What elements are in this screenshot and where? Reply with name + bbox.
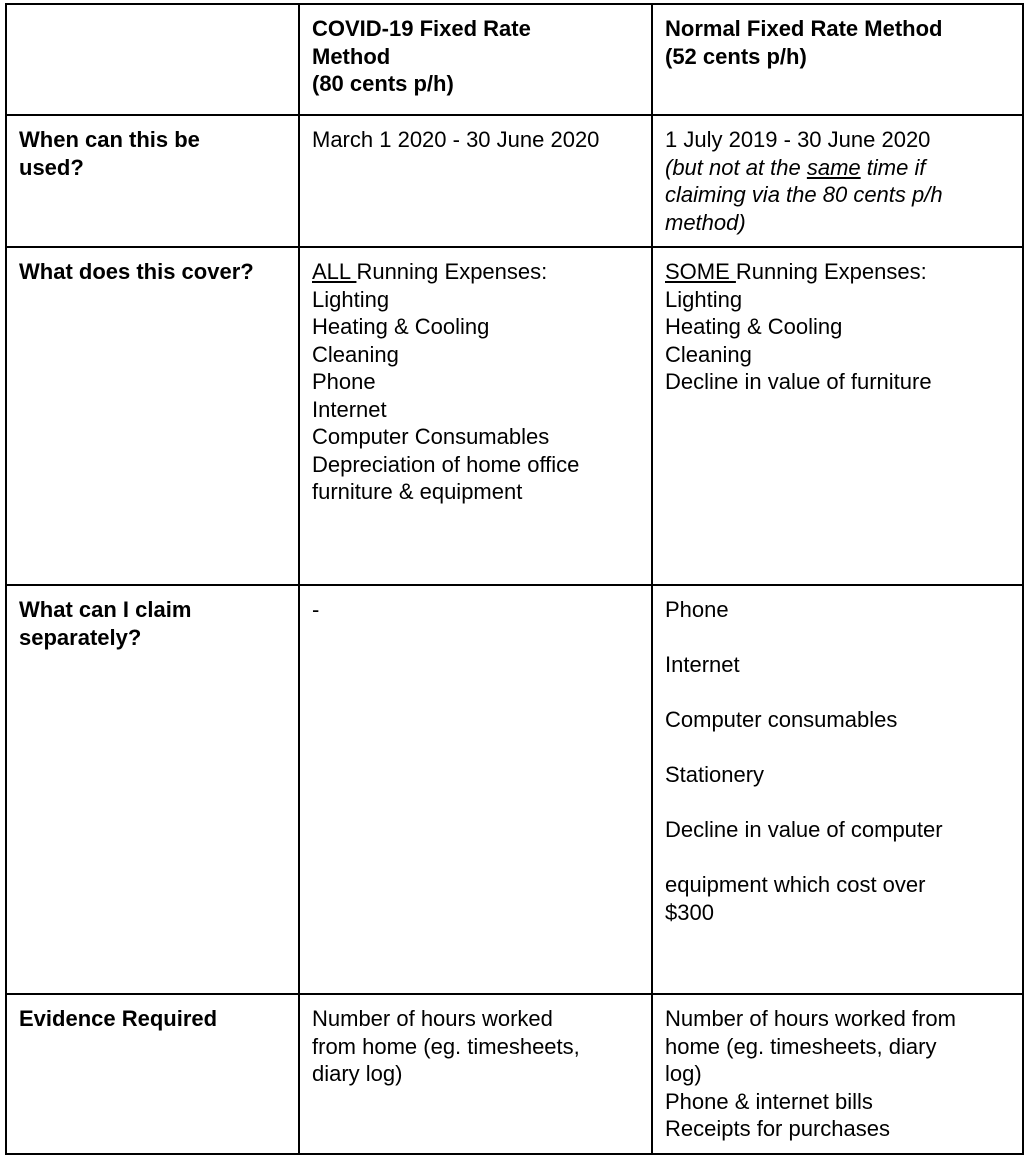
separate-normal-cell <box>652 585 1023 994</box>
separate-normal-last-item <box>665 816 1016 926</box>
separate-normal-list <box>665 596 1016 926</box>
evidence-normal-line: Number of hours worked from <box>665 1006 956 1031</box>
cover-normal-cell <box>652 247 1023 585</box>
separate-normal-last-line: $300 <box>665 899 714 925</box>
row-claim-separately <box>6 585 1023 994</box>
lead-text: Running Expenses: <box>356 259 548 284</box>
header-normal-method <box>652 4 1023 115</box>
evidence-normal-cell <box>652 994 1023 1154</box>
note-text: (but not at the <box>665 154 807 180</box>
cover-normal-item: Decline in value of furniture <box>665 369 932 394</box>
cover-normal-lead <box>665 258 1016 286</box>
row-label-line: When can this be <box>19 127 200 152</box>
evidence-covid-line: from home (eg. timesheets, <box>312 1033 580 1059</box>
note-text: time if <box>860 154 926 180</box>
cover-covid-item: furniture & equipment <box>312 479 523 504</box>
when-normal-period: 1 July 2019 - 30 June 2020 <box>665 127 931 152</box>
evidence-normal-line: Phone & internet bills <box>665 1088 873 1114</box>
row-label-line: What can I claim <box>19 597 192 622</box>
cover-covid-item: Phone <box>312 369 376 394</box>
evidence-covid-line: Number of hours worked <box>312 1006 553 1031</box>
lead-underlined: SOME <box>665 259 736 284</box>
row-evidence-required <box>6 994 1023 1154</box>
header-covid-method <box>299 4 652 115</box>
lead-underlined: ALL <box>312 259 357 284</box>
when-normal-note-first-line <box>665 154 1016 182</box>
cover-covid-lead <box>312 258 645 286</box>
cover-normal-item: Heating & Cooling <box>665 314 843 339</box>
when-normal-note-line: claiming via the 80 cents p/h <box>665 182 943 207</box>
header-covid-line: COVID-19 Fixed Rate <box>312 16 531 41</box>
row-label-cover <box>6 247 299 585</box>
when-covid-cell <box>299 115 652 247</box>
separate-normal-item: Phone <box>665 597 729 622</box>
cover-covid-item: Heating & Cooling <box>312 314 490 339</box>
note-underlined-word: same <box>806 154 861 180</box>
row-label-when <box>6 115 299 247</box>
cover-covid-item: Depreciation of home office <box>312 451 580 477</box>
separate-normal-item: Internet <box>665 652 740 677</box>
row-label-evidence <box>6 994 299 1154</box>
lead-text: Running Expenses: <box>735 259 927 284</box>
comparison-table <box>5 3 1024 1155</box>
when-covid-period: March 1 2020 - 30 June 2020 <box>312 127 600 152</box>
header-normal-line: Normal Fixed Rate Method <box>665 16 943 41</box>
separate-normal-last-line: equipment which cost over <box>665 872 926 897</box>
header-row <box>6 4 1023 115</box>
header-covid-line: Method <box>312 43 391 69</box>
evidence-normal-line: home (eg. timesheets, diary <box>665 1033 937 1059</box>
row-label-line: What does this cover? <box>19 259 254 284</box>
row-when-used <box>6 115 1023 247</box>
header-covid-line: (80 cents p/h) <box>312 71 454 96</box>
separate-normal-item: Stationery <box>665 762 765 787</box>
when-normal-cell <box>652 115 1023 247</box>
evidence-normal-line: Receipts for purchases <box>665 1116 890 1141</box>
separate-normal-item: Computer consumables <box>665 707 898 732</box>
row-label-line: used? <box>19 154 84 180</box>
header-normal-line: (52 cents p/h) <box>665 43 807 69</box>
cover-normal-item: Cleaning <box>665 341 752 367</box>
cover-covid-item: Internet <box>312 396 387 422</box>
row-label-separate <box>6 585 299 994</box>
when-normal-note-line: method) <box>665 209 746 235</box>
separate-covid-dash: - <box>312 597 320 622</box>
row-label-line: Evidence Required <box>19 1006 218 1031</box>
evidence-normal-line: log) <box>665 1061 702 1086</box>
cover-covid-item: Cleaning <box>312 341 399 367</box>
cover-covid-item: Lighting <box>312 286 390 312</box>
row-what-covers <box>6 247 1023 585</box>
cover-normal-item: Lighting <box>665 286 743 312</box>
header-corner-cell <box>6 4 299 115</box>
evidence-covid-cell <box>299 994 652 1154</box>
cover-covid-cell <box>299 247 652 585</box>
separate-normal-last-line: Decline in value of computer <box>665 817 943 842</box>
row-label-line: separately? <box>19 624 142 650</box>
separate-covid-cell <box>299 585 652 994</box>
evidence-covid-line: diary log) <box>312 1061 403 1086</box>
cover-covid-item: Computer Consumables <box>312 424 550 449</box>
